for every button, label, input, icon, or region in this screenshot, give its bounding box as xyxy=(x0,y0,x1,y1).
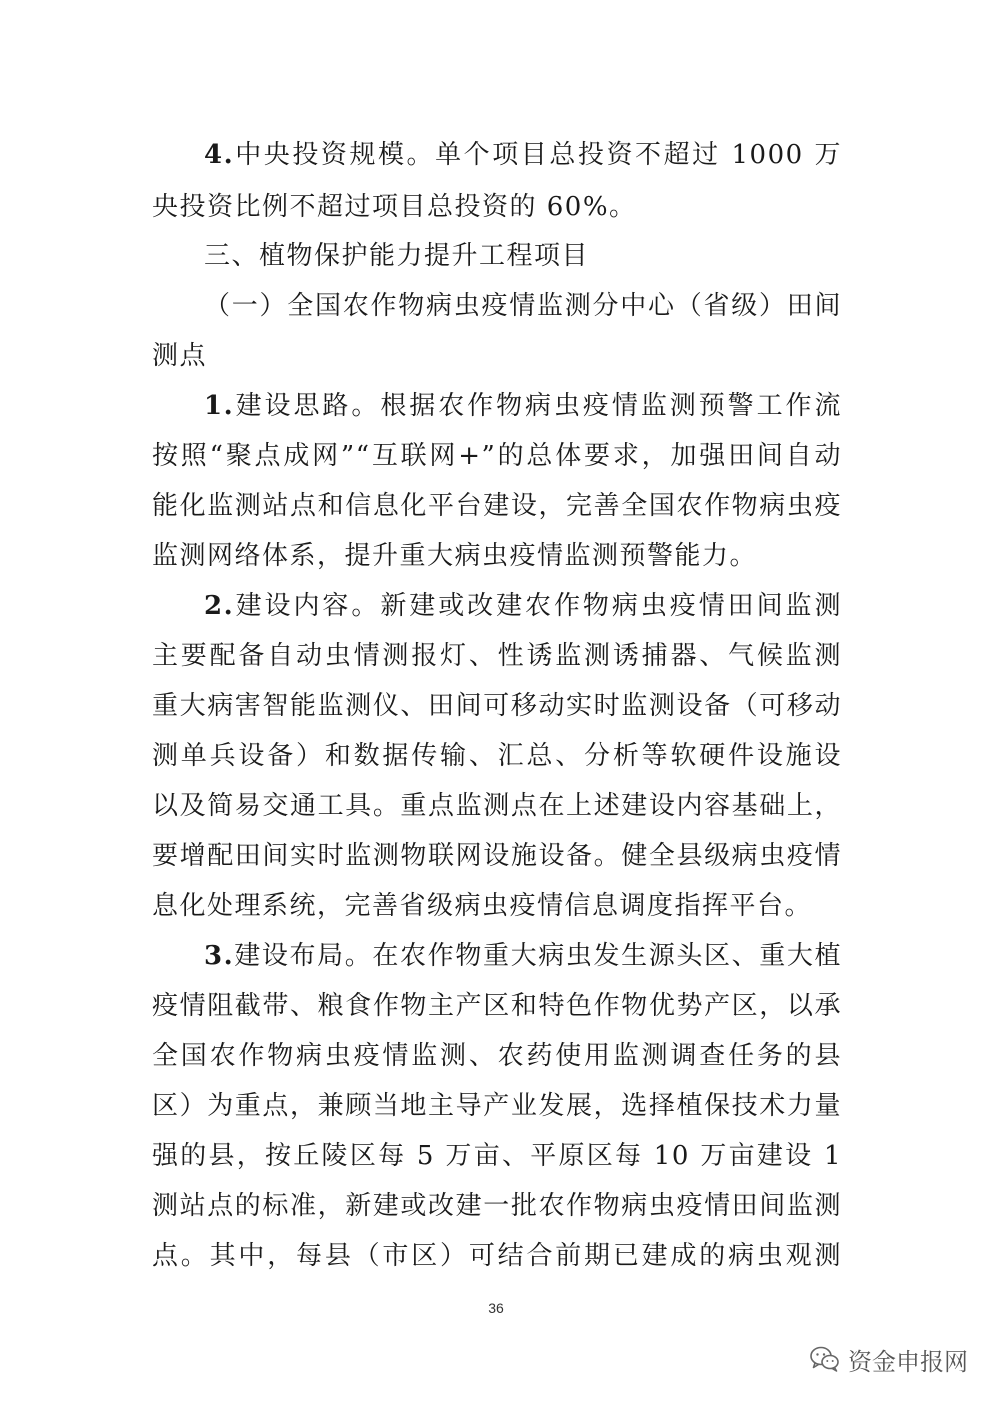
item-2-line-6: 要增配田间实时监测物联网设施设备。健全县级病虫疫情 xyxy=(152,841,842,871)
item-1-text: 建设思路。根据农作物病虫疫情监测预警工作流 xyxy=(234,391,842,421)
item-2-line-7: 息化处理系统，完善省级病虫疫情信息调度指挥平台。 xyxy=(152,891,813,921)
item-2-number: 2. xyxy=(204,591,235,621)
item-2-line-3: 重大病害智能监测仪、田间可移动实时监测设备（可移动 xyxy=(152,691,842,721)
item-3-line-4: 区）为重点，兼顾当地主导产业发展，选择植保技术力量 xyxy=(152,1091,842,1121)
item-2-line-5: 以及简易交通工具。重点监测点在上述建设内容基础上， xyxy=(152,791,842,821)
section-three-heading: 三、植物保护能力提升工程项目 xyxy=(204,241,590,271)
item-1-line-2: 按照“聚点成网”“互联网+”的总体要求，加强田间自动 xyxy=(152,441,842,471)
item-3-line-6: 测站点的标准，新建或改建一批农作物病虫疫情田间监测 xyxy=(152,1191,842,1221)
watermark-text: 资金申报网 xyxy=(848,1347,968,1376)
paragraph-4-line-1 xyxy=(204,137,842,173)
subsection-one-line-2: 测点 xyxy=(152,341,208,371)
item-1-line-3: 能化监测站点和信息化平台建设，完善全国农作物病虫疫 xyxy=(152,491,842,521)
item-1-number: 1. xyxy=(204,391,235,421)
item-2-line-2: 主要配备自动虫情测报灯、性诱监测诱捕器、气候监测 xyxy=(152,641,842,671)
item-3-number: 3. xyxy=(204,941,235,971)
subsection-one-line-1: （一）全国农作物病虫疫情监测分中心（省级）田间 xyxy=(204,291,842,321)
item-3-text: 建设布局。在农作物重大病虫发生源头区、重大植 xyxy=(234,941,842,971)
item-3-line-3: 全国农作物病虫疫情监测、农药使用监测调查任务的县 xyxy=(152,1041,842,1071)
item-3-line-1 xyxy=(204,938,842,974)
paragraph-4-line-2: 央投资比例不超过项目总投资的 60%。 xyxy=(152,192,637,222)
paragraph-4-number: 4. xyxy=(204,140,235,170)
item-1-line-1 xyxy=(204,388,842,424)
watermark xyxy=(810,1343,968,1375)
paragraph-4-text: 中央投资规模。单个项目总投资不超过 1000 万 xyxy=(234,140,842,170)
item-3-line-2: 疫情阻截带、粮食作物主产区和特色作物优势产区，以承 xyxy=(152,991,842,1021)
item-3-line-5: 强的县，按丘陵区每 5 万亩、平原区每 10 万亩建设 1 xyxy=(152,1141,842,1171)
wechat-icon xyxy=(810,1346,840,1372)
item-1-line-4: 监测网络体系，提升重大病虫疫情监测预警能力。 xyxy=(152,541,758,571)
item-3-line-7: 点。其中，每县（市区）可结合前期已建成的病虫观测 xyxy=(152,1241,842,1271)
item-2-line-1 xyxy=(204,588,842,624)
item-2-text: 建设内容。新建或改建农作物病虫疫情田间监测 xyxy=(234,591,842,621)
item-2-line-4: 测单兵设备）和数据传输、汇总、分析等软硬件设施设 xyxy=(152,741,842,771)
page-number: 36 xyxy=(488,1300,504,1316)
